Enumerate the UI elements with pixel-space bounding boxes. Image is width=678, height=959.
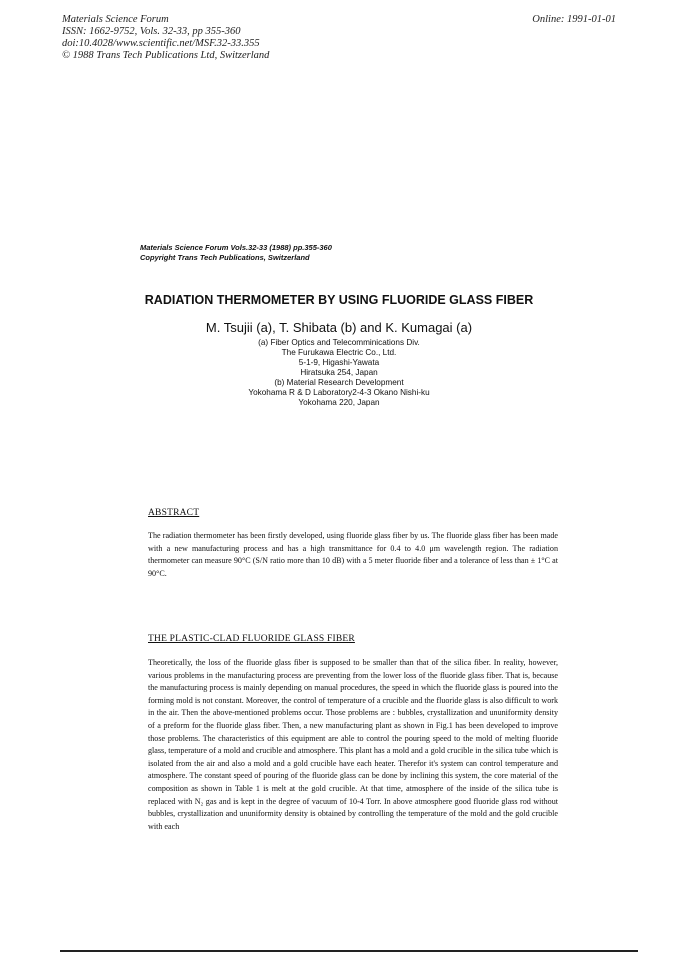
paper-title: RADIATION THERMOMETER BY USING FLUORIDE GLASS FIBER xyxy=(144,293,534,307)
issn-line: ISSN: 1662-9752, Vols. 32-33, pp 355-360 xyxy=(62,26,241,37)
affiliation-line: Hiratsuka 254, Japan xyxy=(300,368,378,377)
affiliation-line: Yokohama 220, Japan xyxy=(298,398,380,407)
abstract-heading: ABSTRACT xyxy=(148,508,200,518)
section-body-text: Theoretically, the loss of the fluoride glass fiber is supposed to be smaller than that of the silica fiber. In reality, however, various problems in the manufacturing process are preventing from the lower loss of the fluoride glass fiber. That is, because the manufacturing process is mainly depending on manual procedures, the speed in which the fluoride glass is poured into the forming mold is not constant. Moreover, the control of temperature of a crucible and the fluoride glass is also difficult to work in the air. Then the above-mentioned problems occur. Those problems are : bubbles, crystallization and ununiformity density of a preform for the fluoride glass fiber. Then, a new manufacturing plant as shown in Fig.1 has been developed to improve those problems. The characteristics of this equipment are able to control the pouring speed to the mold of melting fluoride glass, temperature of a mold and crucible and atmosphere. This plant has a mold and a gold crucible in the silica tube which is isolated from the air and also a mold and a gold crucible have each heater. Therefor it's system can control temperature and atmosphere. The constant speed of pouring of the fluoride glass can be done by inclining this system, the core material of the composition as shown in Table 1 is melt at the gold crucible. At that time, atmosphere of the inside of the silica tube is replaced with N₂ gas and is kept in the degree of vacuum of 10-4 Torr. In above atmosphere good fluoride glass rod without bubbles, crystallization and ununiformity density is obtained by controlling the temperature of the mold and the gold crucible with each xyxy=(148,658,558,831)
abstract-text: The radiation thermometer has been firstly developed, using fluoride glass fiber by us. The fluoride glass fiber has been made with a new manufacturing process and has a high transmittance for 0.4 to 4.0 μm wavelength region. The radiation thermometer can measure 90°C (S/N ratio more than 10 dB) with a 5 meter fluoride fiber and a tolerance of less than ± 1°C at 90°C. xyxy=(148,531,558,578)
affiliations xyxy=(0,338,678,408)
publication-header xyxy=(62,14,269,62)
section-heading: THE PLASTIC-CLAD FLUORIDE GLASS FIBER xyxy=(148,634,355,644)
affiliation-line: (a) Fiber Optics and Telecomminications Div. xyxy=(258,338,420,347)
affiliation-line: 5-1-9, Higashi-Yawata xyxy=(298,358,380,367)
affiliation-line: The Furukawa Electric Co., Ltd. xyxy=(281,348,397,357)
affiliation-line: (b) Material Research Development xyxy=(274,378,404,387)
paper-authors: M. Tsujii (a), T. Shibata (b) and K. Kumagai (a) xyxy=(205,320,473,335)
online-date: Online: 1991-01-01 xyxy=(532,14,616,25)
doi-line[interactable]: doi:10.4028/www.scientific.net/MSF.32-33.355 xyxy=(62,38,260,49)
citation-line: Materials Science Forum Vols.32-33 (1988) pp.355-360 xyxy=(140,243,332,252)
copyright-line: © 1988 Trans Tech Publications Ltd, Switzerland xyxy=(62,50,270,61)
page-bottom-rule xyxy=(60,950,638,952)
journal-name: Materials Science Forum xyxy=(62,14,169,25)
affiliation-line: Yokohama R & D Laboratory2-4-3 Okano Nishi-ku xyxy=(248,388,430,397)
original-citation xyxy=(140,243,332,263)
citation-copyright: Copyright Trans Tech Publications, Switzerland xyxy=(140,253,310,262)
